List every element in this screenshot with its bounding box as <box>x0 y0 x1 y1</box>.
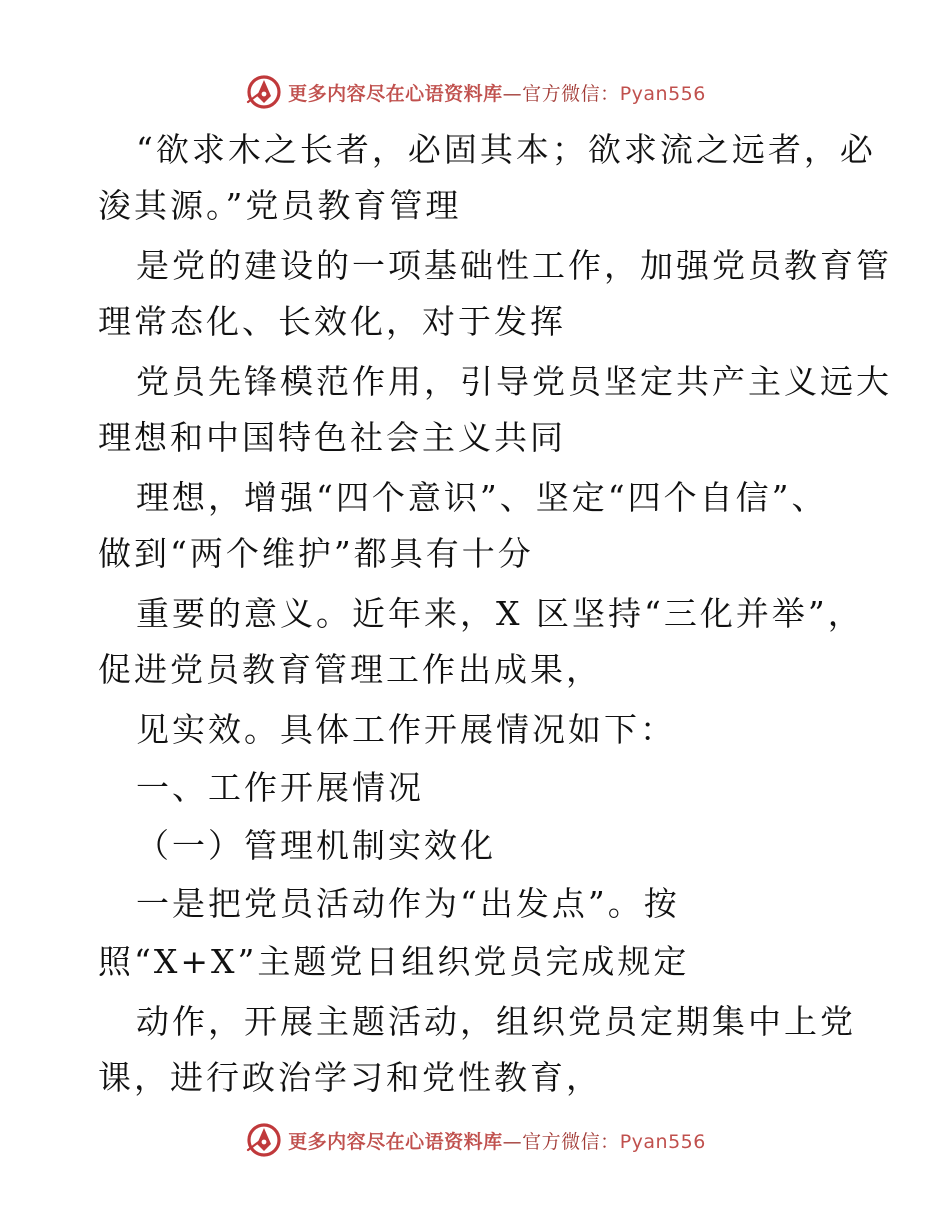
header-slogan: 更多内容尽在心语资料库 <box>288 82 503 105</box>
text-line: 见实效。具体工作开展情况如下： <box>136 710 676 749</box>
text-line: 党员先锋模范作用，引导党员坚定共产主义远大 <box>136 362 892 401</box>
text-line: 理常态化、长效化，对于发挥 <box>98 302 566 341</box>
text-line: 照“X+X”主题党日组织党员完成规定 <box>98 942 690 981</box>
footer-wechat-label: 官方微信： <box>522 1130 620 1153</box>
text-line: “欲求木之长者，必固其本；欲求流之远者，必 <box>136 130 876 169</box>
text-line: 理想和中国特色社会主义共同 <box>98 418 566 457</box>
text-line: 一是把党员活动作为“出发点”。按 <box>136 884 680 923</box>
text-line: 动作，开展主题活动，组织党员定期集中上党 <box>136 1002 856 1041</box>
text-line: 浚其源。”党员教育管理 <box>98 186 462 225</box>
header-separator: — <box>502 82 523 105</box>
footer-separator: — <box>502 1130 523 1153</box>
footer-banner <box>0 1118 950 1162</box>
header-wechat-label: 官方微信： <box>522 82 620 105</box>
header-banner <box>0 70 950 114</box>
pen-seal-logo-icon <box>244 1120 284 1160</box>
text-line: 促进党员教育管理工作出成果， <box>98 650 602 689</box>
pen-seal-logo-icon <box>244 72 284 112</box>
text-line: 是党的建设的一项基础性工作，加强党员教育管 <box>136 246 892 285</box>
text-line: 理想，增强“四个意识”、坚定“四个自信”、 <box>136 478 828 517</box>
text-line: 课，进行政治学习和党性教育， <box>98 1058 602 1097</box>
footer-slogan: 更多内容尽在心语资料库 <box>288 1130 503 1153</box>
header-wechat-id: Pyan556 <box>619 82 706 105</box>
text-line: 重要的意义。近年来，X 区坚持“三化并举”， <box>136 594 864 633</box>
text-line: 做到“两个维护”都具有十分 <box>98 534 534 573</box>
subsection-heading: （一）管理机制实效化 <box>136 826 496 865</box>
footer-wechat-id: Pyan556 <box>619 1130 706 1153</box>
section-heading: 一、工作开展情况 <box>136 768 424 807</box>
